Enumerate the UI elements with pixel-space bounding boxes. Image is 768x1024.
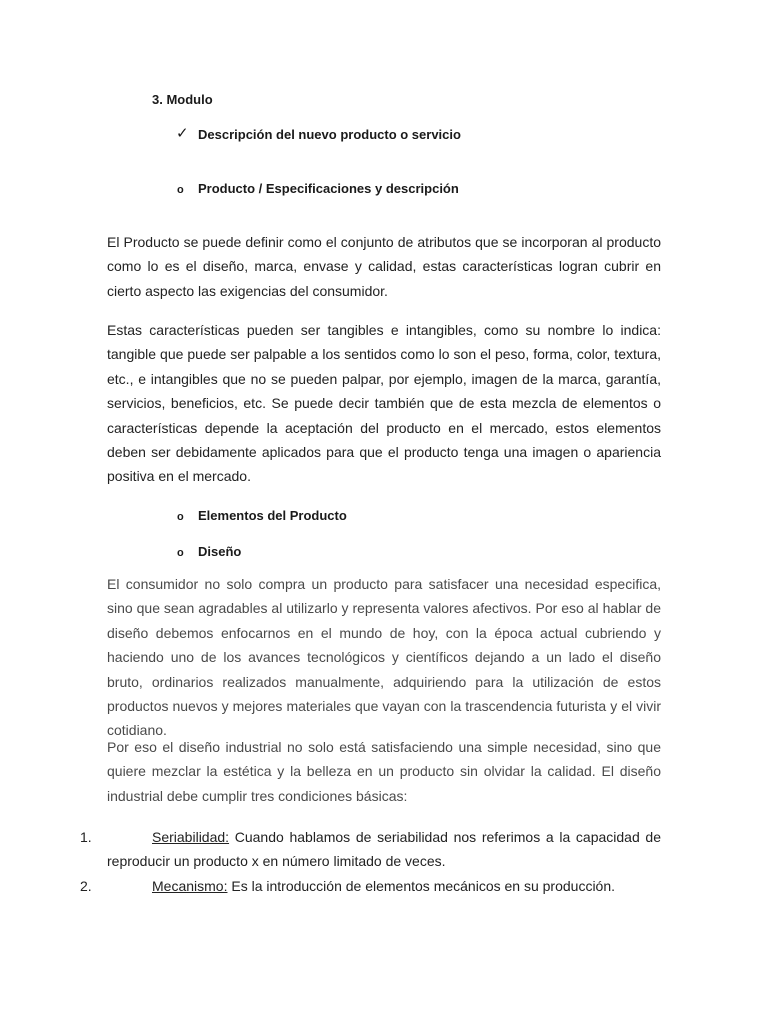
list-item-seriabilidad — [107, 825, 661, 874]
sub-heading-especificaciones: Producto / Especificaciones y descripción — [198, 181, 459, 196]
checkmark-icon: ✓ — [176, 125, 189, 142]
section-title: 3. Modulo — [152, 92, 213, 107]
paragraph-caracteristicas: Estas características pueden ser tangibles e intangibles, como su nombre lo indica: tangible que puede ser palpable a los sentidos como lo son el peso, forma, color, textura, etc., e intangibles que no se pueden palpar, por ejemplo, imagen de la marca, garantía, servicios, beneficios, etc. Se puede decir también que de esta mezcla de elementos o características depende la aceptación del producto en el mercado, estos elementos deben ser debidamente aplicados para que el producto tenga una imagen o apariencia positiva en el mercado. — [107, 322, 661, 485]
list-item-mecanismo — [107, 874, 661, 898]
circle-bullet-icon: o — [177, 511, 184, 523]
list-number: 1. — [80, 829, 92, 845]
paragraph-producto-definicion: El Producto se puede definir como el conjunto de atributos que se incorporan al producto como lo es el diseño, marca, envase y calidad, estas características logran cubrir en cierto aspecto las exigencias del consumidor. — [107, 234, 661, 299]
sub-heading-elementos: Elementos del Producto — [198, 508, 347, 523]
paragraph-consumidor: El consumidor no solo compra un producto para satisfacer una necesidad especifica, sino que sean agradables al utilizarlo y representa valores afectivos. Por eso al hablar de diseño debemos enfocarnos en el mundo de hoy, con la época actual cubriendo y haciendo uno de los avances tecnológicos y científicos dejando a un lado el diseño bruto, ordinarios realizados manualmente, adquiriendo para la utilización de estos productos nuevos y mejores materiales que vayan con la trascendencia futurista y el vivir cotidiano. — [107, 576, 661, 739]
list-term: Seriabilidad: — [152, 829, 230, 845]
check-item-heading: Descripción del nuevo producto o servicio — [198, 127, 461, 142]
list-number: 2. — [80, 878, 92, 894]
circle-bullet-icon: o — [177, 184, 184, 196]
circle-bullet-icon: o — [177, 547, 184, 559]
list-description: Es la introducción de elementos mecánicos en su producción. — [227, 878, 616, 894]
list-term: Mecanismo: — [152, 878, 228, 894]
list-description: Cuando hablamos de seriabilidad nos referimos a la capacidad de reproducir un producto x en número limitado de veces. — [107, 829, 661, 870]
paragraph-diseno-industrial: Por eso el diseño industrial no solo está satisfaciendo una simple necesidad, sino que quiere mezclar la estética y la belleza en un producto sin olvidar la calidad. El diseño industrial debe cumplir tres condiciones básicas: — [107, 739, 661, 804]
sub-heading-diseno: Diseño — [198, 544, 242, 559]
